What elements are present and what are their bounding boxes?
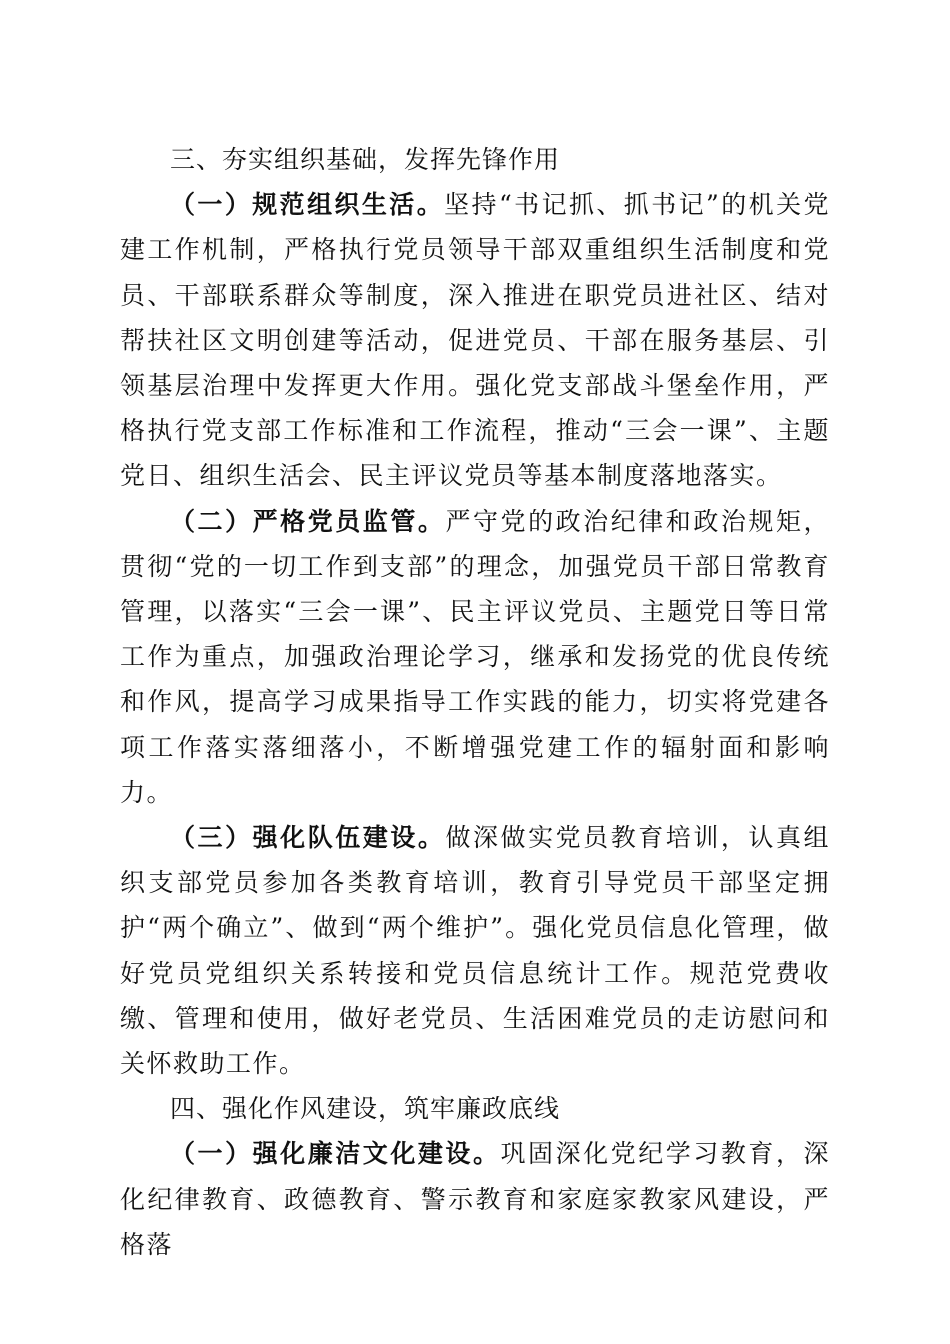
paragraph-text: 严守党的政治纪律和政治规矩，贯彻“党的一切工作到支部”的理念，加强党员干部日常教育管理，以落实“三会一课”、民主评议党员、主题党日等日常工作为重点，加强政治理论学习，继承和发扬党的优良传统和作风，提高学习成果指导工作实践的能力，切实将党建各项工作落实落细落小，不断增强党建工作的辐射面和影响力。 [120, 506, 830, 807]
paragraph-text: 做深做实党员教育培训，认真组织支部党员参加各类教育培训，教育引导党员干部坚定拥护“两个确立”、做到“两个维护”。强化党员信息化管理，做好党员党组织关系转接和党员信息统计工作。规范党费收缴、管理和使用，做好老党员、生活困难党员的走访慰问和关怀救助工作。 [120, 823, 830, 1079]
paragraph-3-1 [120, 182, 830, 498]
document-body [120, 137, 830, 1267]
paragraph-4-1 [120, 1131, 830, 1267]
section-heading-3: 三、夯实组织基础，发挥先锋作用 [170, 145, 561, 174]
paragraph-lead: （一）规范组织生活。 [170, 190, 445, 220]
paragraph-3-3 [120, 815, 830, 1086]
paragraph-text: 坚持“书记抓、抓书记”的机关党建工作机制，严格执行党员领导干部双重组织生活制度和党员、干部联系群众等制度，深入推进在职党员进社区、结对帮扶社区文明创建等活动，促进党员、干部在服务基层、引领基层治理中发挥更大作用。强化党支部战斗堡垒作用，严格执行党支部工作标准和工作流程，推动“三会一课”、主题党日、组织生活会、民主评议党员等基本制度落地落实。 [120, 190, 830, 491]
paragraph-lead: （一）强化廉洁文化建设。 [170, 1139, 501, 1169]
paragraph-text: 巩固深化党纪学习教育，深化纪律教育、政德教育、警示教育和家庭家教家风建设，严格落 [120, 1139, 830, 1259]
paragraph-lead: （三）强化队伍建设。 [170, 823, 446, 853]
paragraph-lead: （二）严格党员监管。 [170, 506, 446, 536]
paragraph-3-2 [120, 499, 830, 815]
section-heading-4: 四、强化作风建设，筑牢廉政底线 [170, 1094, 561, 1124]
